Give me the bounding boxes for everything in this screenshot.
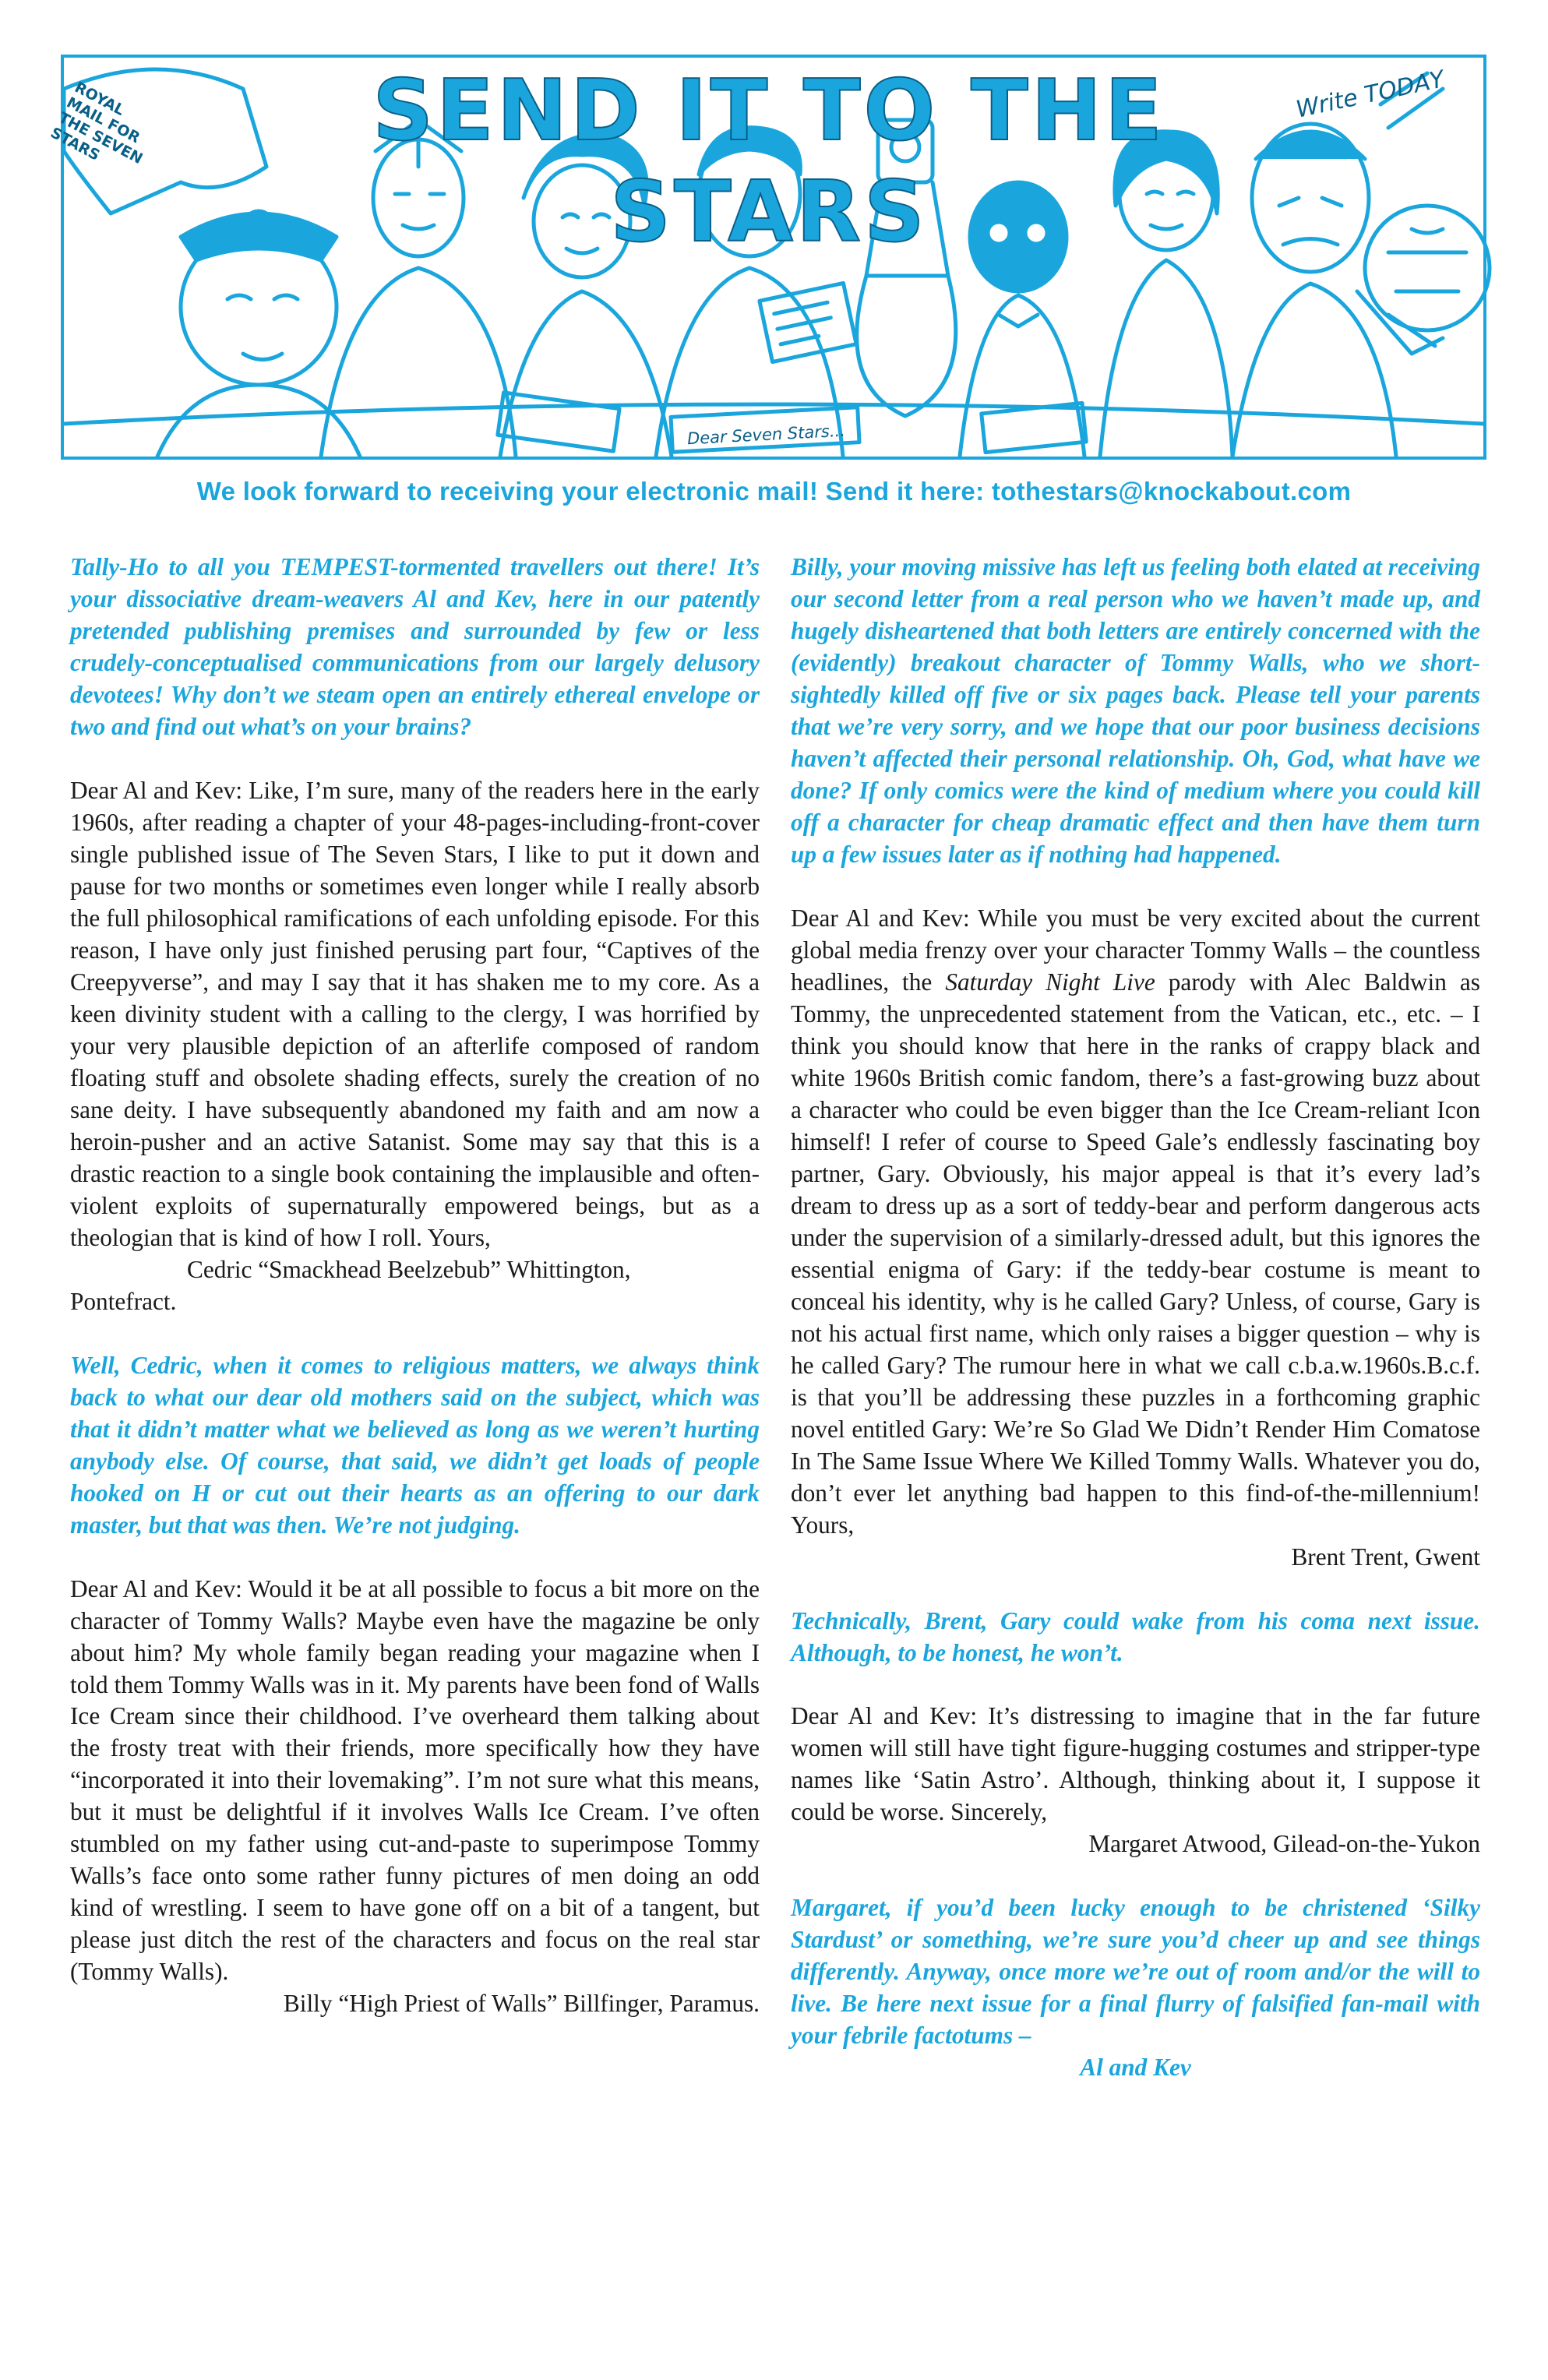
letter-signature [791,1828,1480,1860]
letter-show-title: Saturday Night Live [945,968,1155,996]
letter-signature [791,1542,1480,1574]
mailbag-label: ROYAL MAIL FOR THE SEVEN STARS [48,79,146,167]
editor-reply: Technically, Brent, Gary could wake from his coma next issue. Although, to be honest, he won’t. [791,1606,1480,1666]
editor-signoff [791,2052,1480,2084]
letter-signature [70,1254,760,1318]
reader-letter: Dear Al and Kev: It’s distressing to imagine that in the far future women will still have tight figure-hugging costumes and stripper-type names like ‘Satin Astro’. Although, thinking about it, I suppose it could be worse. Sincerely, [791,1702,1480,1826]
letter-text: parody with Alec Baldwin as Tommy, the unprecedented statement from the Vatican, etc., etc. – I think you should know that here in the ranks of crappy black and white 1960s British comic fandom, there’s a fast-growing buzz about a character who could be even bigger than the Ice Cream-reliant Icon himself! I refer of course to Speed Gale’s endlessly fascinating boy partner, Gary. Obviously, his major appeal is that it’s every lad’s dream to dress up as a sort of teddy-bear and perform dangerous acts under the supervision of a similarly-dressed adult, but this ignores the essential enigma of Gary: if the teddy-bear costume is meant to conceal his identity, why is he called Gary? Unless, of course, Gary is not his actual first name, which only raises a bigger question – why is he called Gary? The rumour here in what we call c.b.a.w.1960s.B.c.f. is that you’ll be addressing these puzzles in a forthcoming graphic novel entitled Gary: We’re So Glad We Didn’t Render Him Comatose In The Same Issue Where We Killed Tommy Walls. Whatever you do, don’t ever let anything bad happen to this find-of-the-millennium! Yours, [791,968,1480,1539]
editor-signature: Al and Kev [1080,2054,1191,2082]
signature-name: Brent Trent, Gwent [1291,1543,1480,1571]
email-invitation: We look forward to receiving your electronic mail! Send it here: tothestars@knockabout.com [196,477,1352,506]
letter-signature [70,1988,760,2020]
header-illustration [48,55,1486,460]
alien-globe [1365,206,1490,330]
signature-name: Billy “High Priest of Walls” Billfinger, Paramus. [283,1990,760,2018]
signature-place: Pontefract. [70,1287,177,1315]
page-title: SEND IT TO THE STARS [372,62,1165,261]
editor-reply: Billy, your moving missive has left us feeling both elated at receiving our second letter from a real person who we haven’t made up, and hugely disheartened that both letters are entirely concerned with the (evidently) breakout character of Tommy Walls, who we short-sightedly killed off five or six pages back. Please tell your parents that we’re very sorry, and we hope that our poor business decisions haven’t affected their personal relationship. Oh, God, what have we done? If only comics were the kind of medium where you could kill off a character for cheap dramatic effect and then have them turn up a few issues later as if nothing had happened. [791,553,1480,868]
signature-name: Margaret Atwood, Gilead-on-the-Yukon [1088,1830,1480,1858]
signature-name: Cedric “Smackhead Beelzebub” Whittington, [187,1255,631,1283]
right-column [791,552,1480,2116]
reader-letter: Dear Al and Kev: Like, I’m sure, many of the readers here in the early 1960s, after reading a chapter of your 48-pages-including-front-cover single published issue of The Seven Stars, I like to put it down and pause for two months or sometimes even longer while I really absorb the full philosophical ramifications of each unfolding episode. For this reason, I have only just finished perusing part four, “Captives of the Creepyverse”, and may I say that it has shaken me to my core. As a keen divinity student with a calling to the clergy, I was horrified by your very plausible depiction of an afterlife composed of random floating stuff and obsolete shading effects, surely the creation of no sane deity. I have subsequently abandoned my faith and am now a heroin-pusher and an active Satanist. Some may say that this is a drastic reaction to a single book containing the implausible and often-violent exploits of supernaturally empowered beings, but as a theologian that is kind of how I roll. Yours, [70,776,760,1251]
editor-reply: Margaret, if you’d been lucky enough to be christened ‘Silky Stardust’ or something, we’re sure you’d cheer up and see things differently. Anyway, once more we’re out of room and/or the will to live. Be here next issue for a final flurry of falsified fan-mail with your febrile factotums – [791,1894,1480,2050]
left-column [70,552,760,2052]
editor-intro: Tally-Ho to all you TEMPEST-tormented travellers out there! It’s your dissociative dream-weavers Al and Kev, here in our patently pretended publishing premises and surrounded by few or less crudely-conceptualised communications from our largely delusory devotees! Why don’t we steam open an entirely ethereal envelope or two and find out what’s on your brains? [70,553,760,740]
write-today-caption: Write TODAY [1293,65,1447,124]
reader-letter [791,903,1480,1542]
envelope-label: Dear Seven Stars... [686,421,846,449]
reader-letter: Dear Al and Kev: Would it be at all possible to focus a bit more on the character of Tommy Walls? Maybe even have the magazine be only about him? My whole family began reading your magazine when I told them Tommy Walls was in it. My parents have been fond of Walls Ice Cream since their childhood. I’ve overheard them talking about the frosty treat with their friends, more specifically how they have “incorporated it into their lovemaking”. I’m not sure what this means, but it must be delightful if it involves Walls Ice Cream. I’ve often stumbled on my father using cut-and-paste to superimpose Tommy Walls’s face onto some rather funny pictures of men doing an odd kind of wrestling. I seem to have gone off on a bit of a tangent, but please just ditch the rest of the characters and focus on the real star (Tommy Walls). [70,1574,760,1986]
editor-reply: Well, Cedric, when it comes to religious matters, we always think back to what our dear old mothers said on the subject, which was that it didn’t matter what we believed as long as we weren’t hurting anybody else. Of course, that said, we didn’t get loads of people hooked on H or cut out their hearts as an offering to our dark master, but that was then. We’re not judging. [70,1351,760,1539]
letter-text: Dear Al and Kev: While you must be very excited about the current global media frenzy over your character Tommy Walls – the countless headlines, the [791,904,1480,996]
